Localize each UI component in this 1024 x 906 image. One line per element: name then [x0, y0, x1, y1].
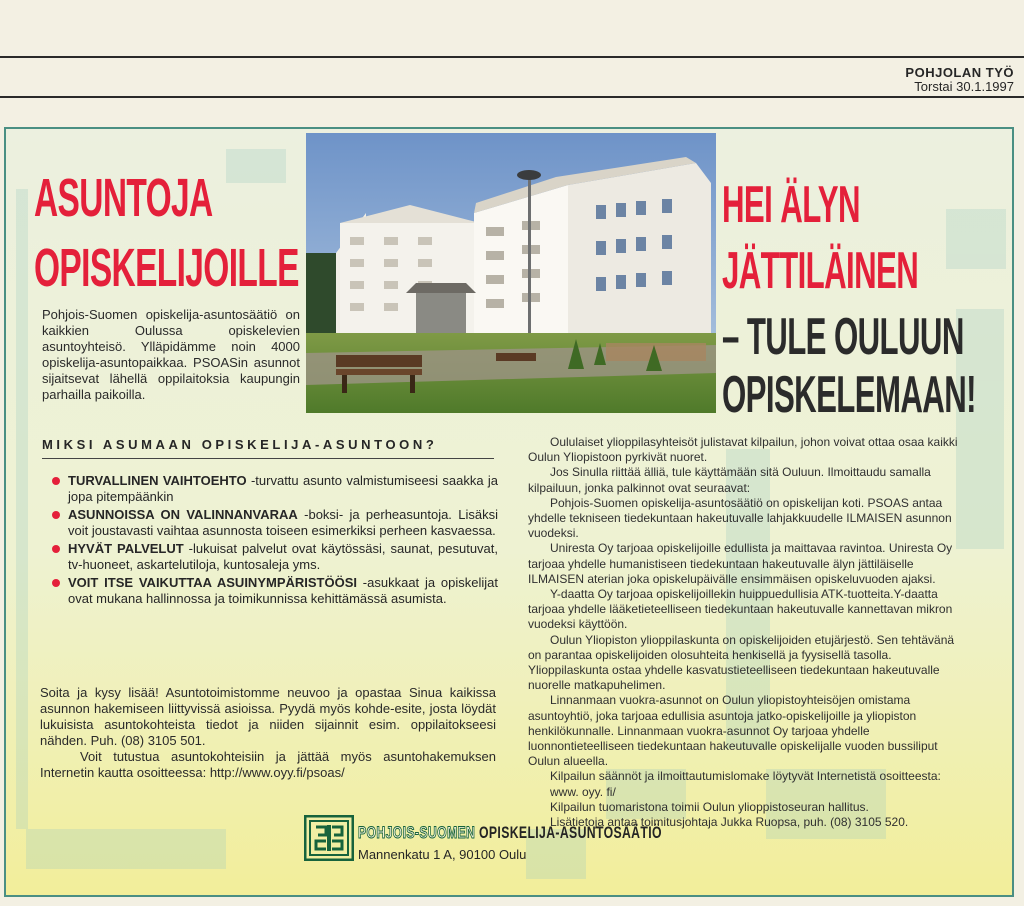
organization-name-bold: OPISKELIJA-ASUNTOSÄÄTIÖ — [479, 823, 662, 842]
benefit-item — [68, 473, 498, 505]
benefit-text: -turvattu asunto valmistumiseesi saakka ja jopa pitempäänkin — [68, 473, 499, 504]
prize-psoas: Pohjois-Suomen opiskelija-asuntosäätiö on opiskelijan koti. PSOAS antaa yhdelle tekniseen tiedekuntaan hakeutuvalle lahjakkuudelle ILMAISEN asunnon vuodeksi. — [528, 495, 952, 541]
benefit-text: -lukuisat palvelut ovat käytössäsi, saunat, pesutuvat, tv-huoneet, askartelutiloja, kuntosaleja yms. — [68, 541, 499, 572]
contest-paragraph: Oululaiset ylioppilasyhteisöt julistavat kilpailun, johon voivat ottaa osaa kaikki Oulun Yliopistoon pyrkivät nuoret. — [528, 435, 958, 465]
benefit-lead: HYVÄT PALVELUT — [68, 541, 184, 556]
benefit-item — [68, 507, 498, 539]
bullet-icon — [52, 545, 60, 553]
benefit-text: -asukkaat ja opiskelijat ovat mukana hallinnossa ja toimikunnissa kehittämässä asumista. — [68, 575, 498, 606]
contest-paragraph: Jos Sinulla riittää älliä, tule käyttämään sitä Ouluun. Ilmoittaudu samalla kilpailuun, jonka palkinnot ovat seuraavat: — [528, 465, 931, 495]
headline-right-line4: OPISKELEMAAN! — [722, 366, 976, 424]
intro-paragraph: Pohjois-Suomen opiskelija-asuntosäätiö on kaikkien Oulussa opiskelevien asuntoyhteisö. Ylläpidämme noin 4000 opiskelija-asuntopaikkaa. PSOASin asunnot sijaitsevat lähellä oppilaitoksia kaupungin parhailla paikoilla. — [42, 307, 300, 402]
organization-address: Mannenkatu 1 A, 90100 Oulu — [358, 847, 527, 862]
publication-date: Torstai 30.1.1997 — [914, 79, 1014, 94]
prize-uniresta: Uniresta Oy tarjoaa opiskelijoille edullista ja maittavaa ravintoa. Uniresta Oy tarjoaa yhdelle humanistiseen tiedekuntaan hakeutuvalle älyn jättiläiselle ILMAISEN aterian joka opiskelupäivälle ensimmäisen opiskeluvuoden ajaksi. — [528, 541, 953, 586]
benefits-list — [68, 473, 498, 609]
benefit-lead: VOIT ITSE VAIKUTTAA ASUINYMPÄRISTÖÖSI — [68, 575, 357, 590]
contest-jury: Kilpailun tuomaristona toimii Oulun ylioppistoseuran hallitus. — [550, 799, 869, 814]
psoas-logo-icon — [304, 815, 354, 861]
masthead — [905, 66, 1014, 94]
organization-name-outline: POHJOIS-SUOMEN — [358, 823, 476, 842]
contest-rules: Kilpailun säännöt ja ilmoittautumislomake löytyvät Internetistä osoitteesta: — [550, 769, 941, 784]
web-paragraph: Voit tutustua asuntokohteisiin ja jättää myös asuntohakemuksen Internetin kautta osoitteessa: http://www.oyy.fi/psoas/ — [40, 749, 496, 780]
headline-left-line1: ASUNTOJA — [34, 168, 213, 228]
contact-paragraph: Soita ja kysy lisää! Asuntotoimistomme neuvoo ja opastaa Sinua kaikissa asunnon hakemiseen liittyvissä asioissa. Pyydä myös kohde-esite, josta löydät lukuisista asuntokohteista tiedot ja niiden sijainnit esim. oppilaitokseesi nähden. Puh. (08) 3105 501. — [40, 685, 496, 748]
bullet-icon — [52, 477, 60, 485]
benefit-lead: TURVALLINEN VAIHTOEHTO — [68, 473, 247, 488]
benefit-item — [68, 575, 498, 607]
prize-student-union: Oulun Yliopiston ylioppilaskunta on opiskelijoiden etujärjestö. Sen tehtävänä on parantaa opiskelijoiden olosuhteita henkisellä ja fyysisellä tasolla. Ylioppilaskunta ostaa yhdelle kasvatustieteelliseen tiedekuntaan hakeutuvalle nuorelle matkapuhelimen. — [528, 632, 955, 693]
headline-right-line2: JÄTTILÄINEN — [722, 242, 919, 300]
top-rule — [0, 56, 1024, 58]
headline-right-line3: – TULE OULUUN — [722, 308, 964, 366]
benefit-item — [68, 541, 498, 573]
contest-text — [528, 435, 966, 830]
benefit-lead: ASUNNOISSA ON VALINNANVARAA — [68, 507, 298, 522]
headline-left-line2: OPISKELIJOILLE — [34, 238, 299, 298]
advertisement — [4, 127, 1014, 897]
contest-info: Lisätietoja antaa toimitusjohtaja Jukka Ruopsa, puh. (08) 3105 520. — [550, 815, 909, 830]
bullet-icon — [52, 511, 60, 519]
contact-section — [40, 685, 496, 781]
benefit-text: -boksi- ja perheasuntoja. Lisäksi voit joustavasti vaihtaa asunnosta toiseen esimerkiksi perheen kasvaessa. — [68, 507, 498, 538]
headline-right-line1: HEI ÄLYN — [722, 176, 860, 234]
prize-linnanmaa: Linnanmaan vuokra-asunnot on Oulun yliopistoyhteisöjen omistama asuntoyhtiö, joka tarjoaa edullisia asuntoja jatko-opiskelijoille ja yliopiston henkilökunnalle. Linnanmaan vuokra-asunnot Oy tarjoaa yhdelle luonnontieteelliseen tiedekuntaan hakeutuvalle opiskelijalle vuoden bussiliput Oulun alueella. — [528, 693, 938, 769]
contest-url: www. oyy. fi/ — [550, 784, 616, 799]
why-heading: MIKSI ASUMAAN OPISKELIJA-ASUNTOON? — [42, 437, 494, 459]
apartment-building-photo — [306, 133, 716, 413]
masthead-rule — [0, 96, 1024, 98]
publication-name: POHJOLAN TYÖ — [905, 65, 1014, 80]
organization-name — [358, 823, 662, 843]
bullet-icon — [52, 579, 60, 587]
prize-ydaatta: Y-daatta Oy tarjoaa opiskelijoillekin huippuedullisia ATK-tuotteita.Y-daatta tarjoaa yhdelle lääketieteelliseen tiedekuntaan hakeutuvalle kannettavan mikron vuodeksi käyttöön. — [528, 587, 953, 632]
